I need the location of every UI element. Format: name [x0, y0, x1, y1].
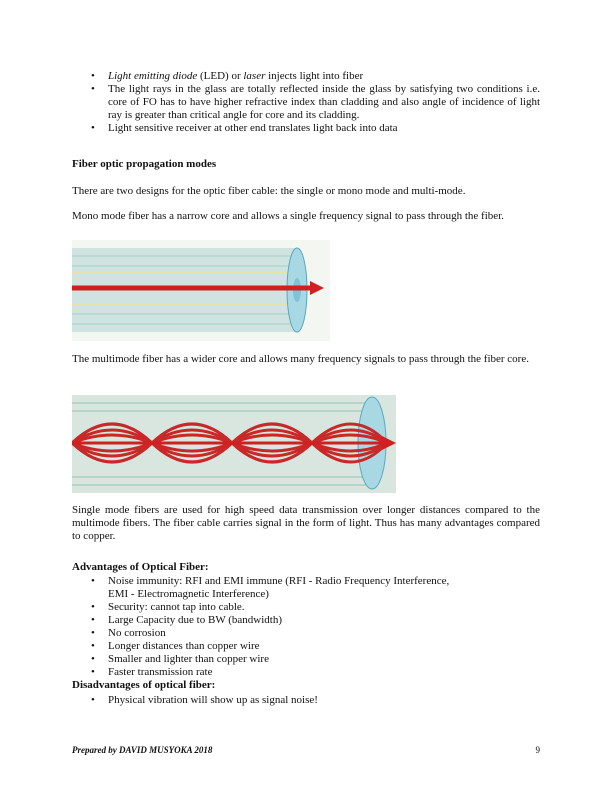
advantages-list	[72, 575, 540, 679]
list-item: • Smaller and lighter than copper wire	[72, 653, 472, 666]
list-item: • Light sensitive receiver at other end translates light back into data	[72, 122, 540, 135]
disadvantages-list	[72, 694, 540, 707]
paragraph: The multimode fiber has a wider core and allows many frequency signals to pass through the fiber core.	[72, 353, 529, 365]
paragraph: Mono mode fiber has a narrow core and allows a single frequency signal to pass through the fiber.	[72, 210, 504, 222]
list-item: • Large Capacity due to BW (bandwidth)	[72, 614, 472, 627]
multimode-fiber-image	[72, 395, 396, 493]
list-item: • Noise immunity: RFI and EMI immune (RFI - Radio Frequency Interference, EMI - Electromagnetic Interference)	[72, 575, 472, 601]
list-item: • Physical vibration will show up as signal noise!	[72, 694, 540, 707]
list-item: • Longer distances than copper wire	[72, 640, 472, 653]
section-heading: Advantages of Optical Fiber:	[72, 561, 209, 573]
page-number: 9	[535, 745, 540, 755]
list-item	[72, 70, 540, 83]
list-item: • Faster transmission rate	[72, 666, 472, 679]
section-heading: Fiber optic propagation modes	[72, 158, 217, 170]
list-item: • The light rays in the glass are totally reflected inside the glass by satisfying two conditions i.e. core of FO has to have higher refractive index than cladding and also angle of incidence of light ray is greater than critical angle for core and its cladding.	[72, 83, 540, 122]
list-item: • No corrosion	[72, 627, 472, 640]
single-mode-fiber-image	[72, 240, 330, 341]
text: laser	[243, 70, 266, 82]
paragraph: There are two designs for the optic fiber cable: the single or mono mode and multi-mode.	[72, 185, 466, 197]
section-heading: Disadvantages of optical fiber:	[72, 679, 216, 691]
page-footer	[72, 744, 540, 757]
text: injects light into fiber	[265, 70, 364, 82]
list-item: • Security: cannot tap into cable.	[72, 601, 472, 614]
footer-author: Prepared by DAVID MUSYOKA 2018	[72, 745, 213, 755]
text: (LED) or	[197, 70, 244, 82]
text: Light emitting diode	[108, 70, 198, 82]
intro-list	[72, 70, 540, 135]
paragraph: Single mode fibers are used for high speed data transmission over longer distances compared to the multimode fibers. The fiber cable carries signal in the form of light. Thus has many advantages compared to copper.	[72, 504, 540, 542]
